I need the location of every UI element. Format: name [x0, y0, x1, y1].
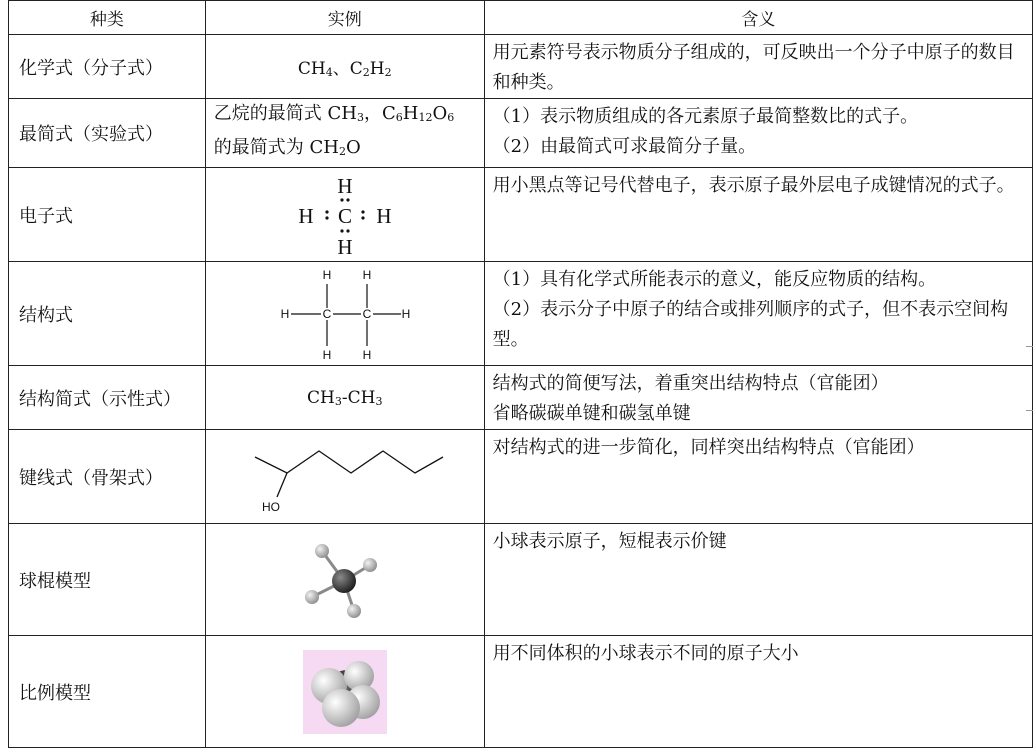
- table-row: [9, 99, 1033, 168]
- meaning-cell: [484, 168, 1032, 262]
- carbon-center: C: [337, 203, 352, 228]
- header-meaning: 含义: [484, 1, 1032, 35]
- kind-cell: 电子式: [9, 168, 206, 262]
- ball-and-stick-model-image: [300, 535, 390, 625]
- hydroxyl-label: HO: [261, 499, 280, 514]
- header-example: 实例: [205, 1, 484, 35]
- page-edge-mark: [1026, 346, 1033, 347]
- example-empirical-formula: 乙烷的最简式 $CH_3$，$C_6H_{12}O_6$ 的最简式为 $CH_2O$: [205, 99, 484, 168]
- meaning-cell: [484, 35, 1032, 99]
- hydrogen-top: H: [337, 173, 353, 198]
- meaning-cell: [484, 262, 1032, 366]
- hydrogen-right: H: [376, 203, 392, 228]
- meaning-line: 对结构式的进一步简化，同样突出结构特点（官能团）: [492, 437, 925, 458]
- meaning-line: 用元素符号表示物质分子组成的，可反映出一个分子中原子的数目和种类。: [492, 42, 1015, 93]
- page-edge-mark: [1026, 410, 1033, 411]
- skeletal-diagram: [245, 439, 445, 515]
- meaning-line: （1）表示物质组成的各元素原子最简整数比的式子。: [492, 106, 919, 127]
- meaning-line: 用小黑点等记号代替电子，表示原子最外层电子成键情况的式子。: [492, 175, 1015, 196]
- meaning-line: （2）表示分子中原子的结合或排列顺序的式子，但不表示空间构型。: [492, 299, 1009, 350]
- example-space-filling: [205, 636, 484, 748]
- kind-cell: 键线式（骨架式）: [9, 430, 206, 524]
- meaning-line: 用不同体积的小球表示不同的原子大小: [492, 643, 799, 664]
- atom-label: C: [322, 306, 332, 321]
- meaning-line: （1）具有化学式所能表示的意义，能反应物质的结构。: [492, 269, 937, 290]
- table-row: [9, 262, 1033, 366]
- meaning-cell: [484, 524, 1032, 636]
- example-skeletal-formula: [205, 430, 484, 524]
- kind-cell: 球棍模型: [9, 524, 206, 636]
- example-electron-formula: [205, 168, 484, 262]
- kind-cell: 结构式: [9, 262, 206, 366]
- example-ball-and-stick: [205, 524, 484, 636]
- header-kind: 种类: [9, 1, 206, 35]
- hydrogen-left: H: [298, 203, 314, 228]
- atom-label: H: [362, 347, 372, 362]
- atom-label: C: [362, 306, 372, 321]
- table-row: [9, 636, 1033, 748]
- meaning-cell: [484, 430, 1032, 524]
- meaning-cell: [484, 366, 1032, 430]
- atom-label: H: [322, 347, 332, 362]
- table-row: [9, 524, 1033, 636]
- meaning-cell: [484, 636, 1032, 748]
- example-structural-formula: [205, 262, 484, 366]
- table-row: [9, 168, 1033, 262]
- space-filling-model-image: [303, 650, 387, 734]
- atom-label: H: [362, 267, 372, 282]
- kind-cell: 最简式（实验式）: [9, 99, 206, 168]
- meaning-line: 结构式的简便写法，着重突出结构特点（官能团）: [492, 373, 889, 394]
- table-row: [9, 366, 1033, 430]
- header-row: [9, 1, 1033, 35]
- ethane-structural-diagram: [275, 266, 415, 362]
- meaning-line: 省略碳碳单键和碳氢单键: [492, 403, 691, 424]
- meaning-line: （2）由最简式可求最简分子量。: [492, 136, 757, 157]
- chemical-formula-table: [8, 0, 1033, 748]
- electron-dot-diagram: [290, 172, 400, 258]
- kind-cell: 比例模型: [9, 636, 206, 748]
- kind-cell: 化学式（分子式）: [9, 35, 206, 99]
- example-molecular-formula: $CH_4$、$C_2H_2$: [205, 35, 484, 99]
- meaning-line: 小球表示原子，短棍表示价键: [492, 531, 727, 552]
- table-row: [9, 35, 1033, 99]
- meaning-cell: [484, 99, 1032, 168]
- example-condensed-formula: $CH_3-CH_3$: [205, 366, 484, 430]
- table-row: [9, 430, 1033, 524]
- kind-cell: 结构简式（示性式）: [9, 366, 206, 430]
- atom-label: H: [280, 306, 290, 321]
- atom-label: H: [401, 306, 411, 321]
- atom-label: H: [322, 267, 332, 282]
- hydrogen-bottom: H: [337, 234, 353, 258]
